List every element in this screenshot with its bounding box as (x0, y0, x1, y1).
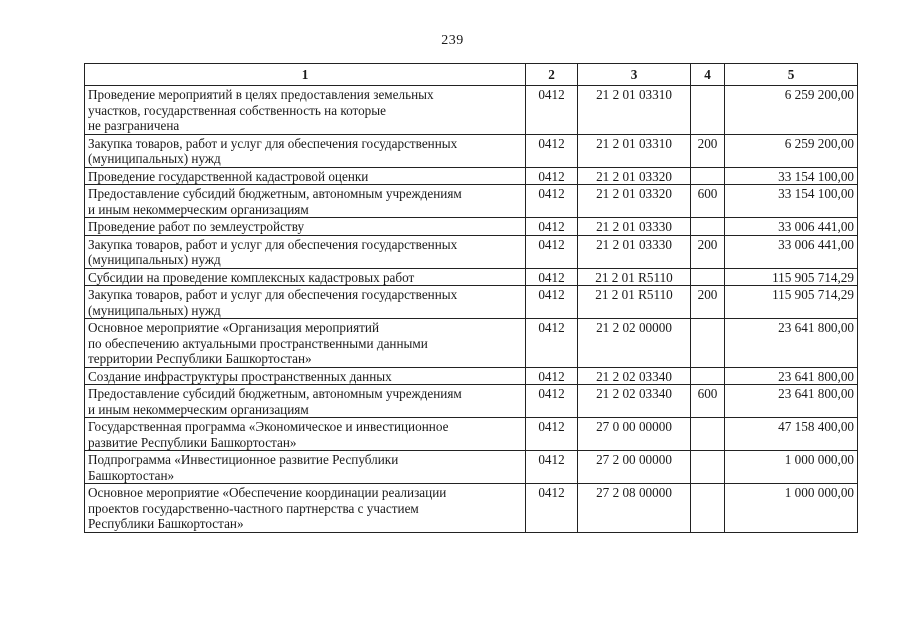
row-section-cell: 0412 (526, 167, 578, 185)
row-type-cell (691, 218, 725, 236)
table-header-row (85, 64, 858, 86)
row-code-cell: 27 2 08 00000 (578, 484, 691, 533)
table-row (85, 86, 858, 135)
row-section-cell: 0412 (526, 268, 578, 286)
row-type-cell (691, 451, 725, 484)
row-section-cell: 0412 (526, 286, 578, 319)
row-name-line: Закупка товаров, работ и услуг для обеспечения государственных (88, 236, 458, 252)
row-sum-cell: 33 154 100,00 (725, 167, 858, 185)
row-name-line: (муниципальных) нужд (88, 302, 221, 318)
row-section-cell: 0412 (526, 134, 578, 167)
row-name-line: Башкортостан» (88, 467, 175, 483)
row-name-cell (85, 218, 526, 236)
row-name-cell (85, 235, 526, 268)
row-code-cell: 21 2 01 R5110 (578, 268, 691, 286)
row-sum-cell: 115 905 714,29 (725, 286, 858, 319)
row-name-line: Республики Башкортостан» (88, 516, 244, 531)
row-name-cell (85, 286, 526, 319)
header-cell-type: 4 (691, 64, 725, 86)
row-name-line: Проведение работ по землеустройству (88, 219, 305, 234)
row-type-cell (691, 484, 725, 533)
row-name-line: Государственная программа «Экономическое и инвестиционное (88, 419, 449, 434)
row-name-cell (85, 367, 526, 385)
row-name-line: Предоставление субсидий бюджетным, автономным учреждениям (88, 186, 462, 201)
row-sum-cell: 23 641 800,00 (725, 385, 858, 418)
row-sum-cell: 23 641 800,00 (725, 319, 858, 368)
row-type-cell (691, 86, 725, 135)
table-row (85, 319, 858, 368)
table-row (85, 167, 858, 185)
row-sum-cell: 33 154 100,00 (725, 185, 858, 218)
row-name-line: Подпрограмма «Инвестиционное развитие Республики (88, 452, 399, 467)
row-section-cell: 0412 (526, 367, 578, 385)
row-code-cell: 21 2 01 03330 (578, 235, 691, 268)
row-code-cell: 21 2 01 R5110 (578, 286, 691, 319)
row-type-cell (691, 418, 725, 451)
row-code-cell: 21 2 02 03340 (578, 367, 691, 385)
row-name-line: Проведение мероприятий в целях предоставления земельных (88, 87, 434, 102)
row-name-line: территории Республики Башкортостан» (88, 351, 312, 366)
row-code-cell: 27 2 00 00000 (578, 451, 691, 484)
table-row (85, 451, 858, 484)
row-section-cell: 0412 (526, 451, 578, 484)
row-name-cell (85, 185, 526, 218)
row-name-line: не разграничена (88, 118, 180, 133)
row-section-cell: 0412 (526, 218, 578, 236)
header-cell-section: 2 (526, 64, 578, 86)
row-name-line: проектов государственно-частного партнерства с участием (88, 500, 419, 516)
row-code-cell: 21 2 01 03320 (578, 167, 691, 185)
row-name-cell (85, 319, 526, 368)
budget-table (84, 63, 858, 533)
row-name-cell (85, 268, 526, 286)
table-row (85, 218, 858, 236)
row-sum-cell: 1 000 000,00 (725, 484, 858, 533)
table-row (85, 134, 858, 167)
row-section-cell: 0412 (526, 418, 578, 451)
row-type-cell (691, 367, 725, 385)
row-section-cell: 0412 (526, 484, 578, 533)
row-type-cell (691, 268, 725, 286)
row-sum-cell: 6 259 200,00 (725, 134, 858, 167)
table-row (85, 286, 858, 319)
row-name-line: по обеспечению актуальными пространственными данными (88, 335, 428, 351)
row-section-cell: 0412 (526, 319, 578, 368)
row-name-cell (85, 167, 526, 185)
row-sum-cell: 1 000 000,00 (725, 451, 858, 484)
row-name-line: Предоставление субсидий бюджетным, автономным учреждениям (88, 386, 462, 401)
row-name-cell (85, 451, 526, 484)
row-type-cell (691, 167, 725, 185)
row-name-cell (85, 484, 526, 533)
row-sum-cell: 6 259 200,00 (725, 86, 858, 135)
row-type-cell: 600 (691, 385, 725, 418)
row-code-cell: 21 2 02 00000 (578, 319, 691, 368)
header-cell-code: 3 (578, 64, 691, 86)
row-section-cell: 0412 (526, 185, 578, 218)
row-name-line: Субсидии на проведение комплексных кадастровых работ (88, 269, 415, 285)
table-row (85, 484, 858, 533)
row-type-cell (691, 319, 725, 368)
header-cell-sum: 5 (725, 64, 858, 86)
page-number: 239 (441, 33, 464, 48)
row-sum-cell: 23 641 800,00 (725, 367, 858, 385)
table-row (85, 385, 858, 418)
row-name-line: (муниципальных) нужд (88, 151, 221, 166)
row-name-line: Создание инфраструктуры пространственных данных (88, 368, 392, 384)
row-sum-cell: 115 905 714,29 (725, 268, 858, 286)
row-name-line: (муниципальных) нужд (88, 252, 221, 267)
row-code-cell: 27 0 00 00000 (578, 418, 691, 451)
row-type-cell: 600 (691, 185, 725, 218)
row-name-line: и иным некоммерческим организациям (88, 201, 309, 217)
table-row (85, 185, 858, 218)
row-name-line: и иным некоммерческим организациям (88, 401, 309, 417)
row-name-cell (85, 134, 526, 167)
row-section-cell: 0412 (526, 235, 578, 268)
row-type-cell: 200 (691, 134, 725, 167)
row-section-cell: 0412 (526, 86, 578, 135)
row-name-line: Проведение государственной кадастровой оценки (88, 168, 369, 184)
row-name-line: Закупка товаров, работ и услуг для обеспечения государственных (88, 135, 458, 151)
row-code-cell: 21 2 01 03310 (578, 134, 691, 167)
row-sum-cell: 47 158 400,00 (725, 418, 858, 451)
row-code-cell: 21 2 02 03340 (578, 385, 691, 418)
table-body (85, 86, 858, 533)
row-name-cell (85, 385, 526, 418)
row-type-cell: 200 (691, 235, 725, 268)
table-row (85, 268, 858, 286)
row-code-cell: 21 2 01 03320 (578, 185, 691, 218)
row-sum-cell: 33 006 441,00 (725, 218, 858, 236)
table-row (85, 235, 858, 268)
table-row (85, 367, 858, 385)
row-type-cell: 200 (691, 286, 725, 319)
table-row (85, 418, 858, 451)
row-section-cell: 0412 (526, 385, 578, 418)
row-name-line: Закупка товаров, работ и услуг для обеспечения государственных (88, 287, 458, 302)
header-cell-name: 1 (85, 64, 526, 86)
row-name-line: Основное мероприятие «Обеспечение координации реализации (88, 485, 447, 500)
row-name-cell (85, 418, 526, 451)
row-sum-cell: 33 006 441,00 (725, 235, 858, 268)
row-name-line: участков, государственная собственность на которые (88, 102, 386, 118)
row-name-line: Основное мероприятие «Организация мероприятий (88, 320, 380, 335)
row-code-cell: 21 2 01 03330 (578, 218, 691, 236)
row-code-cell: 21 2 01 03310 (578, 86, 691, 135)
row-name-line: развитие Республики Башкортостан» (88, 434, 297, 450)
row-name-cell (85, 86, 526, 135)
